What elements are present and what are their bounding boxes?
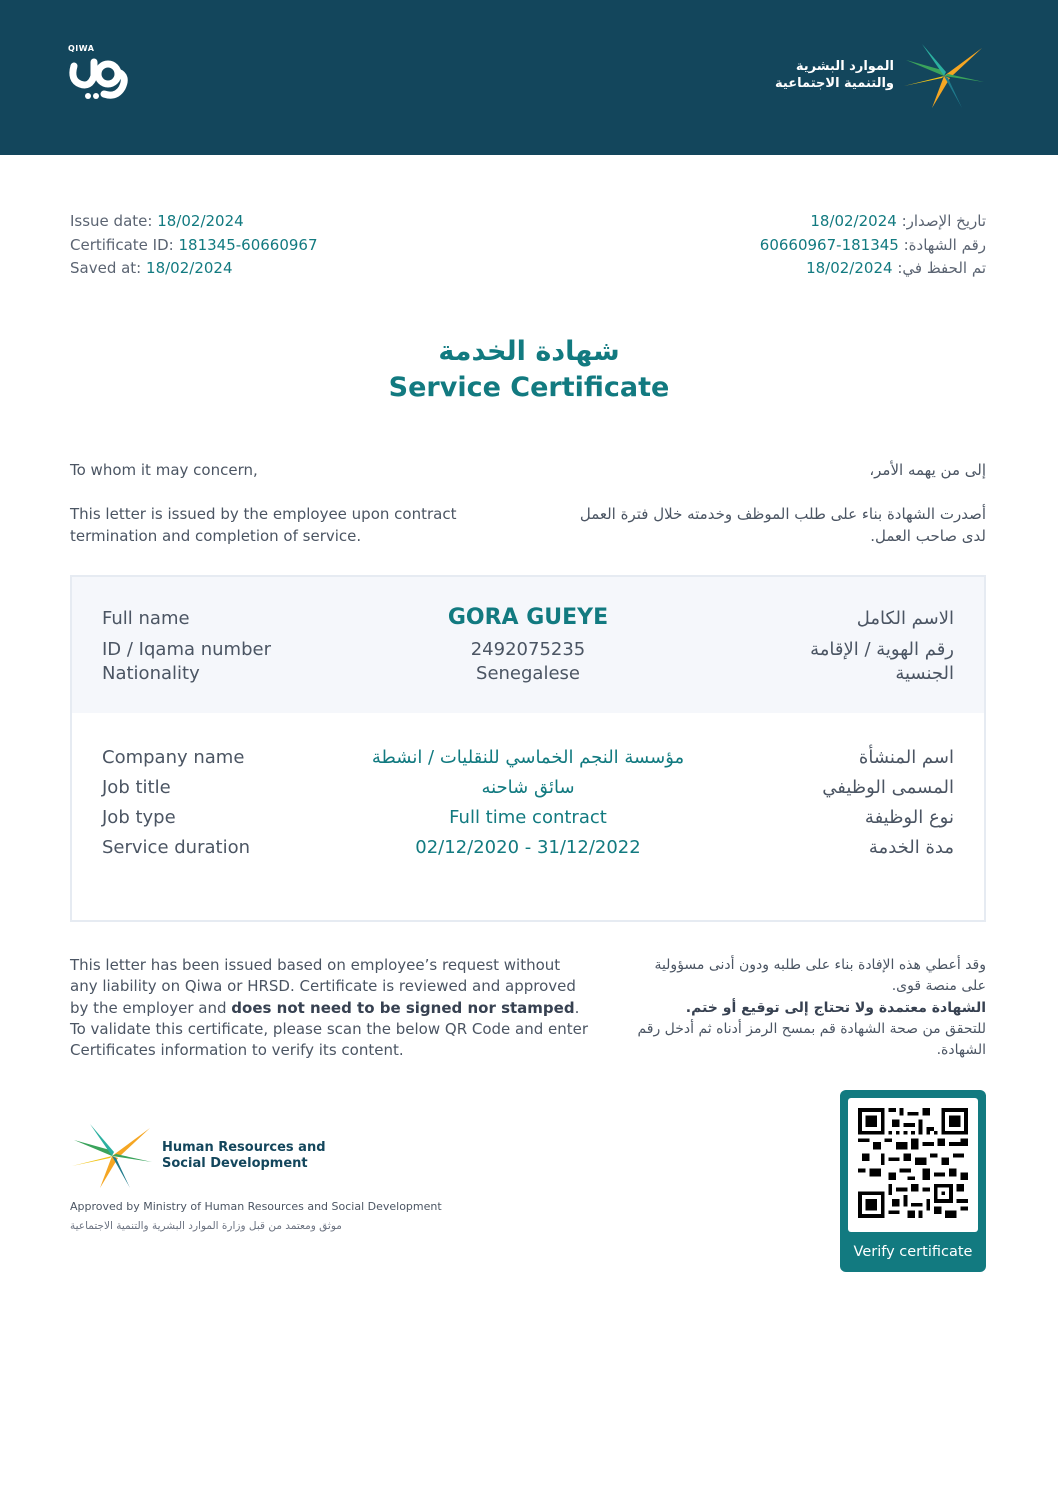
nationality-label-ar: الجنسية bbox=[895, 663, 954, 684]
full-name-label: Full name bbox=[102, 608, 190, 629]
id-value: 2492075235 bbox=[470, 639, 586, 660]
details-card bbox=[70, 575, 986, 922]
issue-date-value-ar: 18/02/2024 bbox=[810, 212, 897, 230]
full-name-row bbox=[72, 605, 984, 634]
job-title-label: Job title bbox=[102, 777, 171, 798]
qr-code[interactable] bbox=[848, 1098, 978, 1232]
saved-at-label: Saved at: bbox=[70, 259, 142, 277]
qiwa-logo[interactable] bbox=[68, 44, 138, 104]
disclaimer-english bbox=[70, 955, 590, 1061]
hrsd-logo[interactable] bbox=[70, 1122, 330, 1190]
id-label: ID / Iqama number bbox=[102, 639, 271, 660]
certificate-id-value-ar: 181345-60660967 bbox=[759, 235, 899, 254]
verify-certificate-label[interactable]: Verify certificate bbox=[853, 1244, 973, 1260]
disclaimer-english-part1: This letter has been issued based on employee’s request without any liability on Qiwa or HRSD. Certificate is reviewed and approved by the employer and bbox=[70, 956, 576, 1017]
disclaimer-english-bold: does not need to be signed nor stamped bbox=[231, 998, 575, 1017]
approved-by-arabic: موثق ومعتمد من قبل وزارة الموارد البشرية والتنمية الاجتماعية bbox=[70, 1220, 342, 1232]
service-duration-row bbox=[72, 837, 984, 863]
company-value: مؤسسة النجم الخماسي للنقليات / انشطة bbox=[371, 747, 685, 768]
saved-at-row bbox=[70, 257, 318, 281]
issue-date-row bbox=[70, 210, 318, 234]
page-title: Service Certificate bbox=[388, 372, 670, 403]
issue-date-row-ar bbox=[760, 210, 986, 234]
ministry-logo-line1: الموارد البشرية bbox=[795, 59, 894, 74]
certificate-id-label-ar: رقم الشهادة: bbox=[903, 235, 986, 254]
meta-english bbox=[70, 210, 318, 281]
job-title-row bbox=[72, 777, 984, 803]
service-duration-label: Service duration bbox=[102, 837, 250, 858]
disclaimer-arabic-part2: للتحقق من صحة الشهادة قم بمسح الرمز أدناه ثم أدخل رقم الشهادة. bbox=[637, 1020, 986, 1059]
nationality-row bbox=[72, 663, 984, 689]
verify-certificate-button[interactable] bbox=[840, 1090, 986, 1272]
job-type-value: Full time contract bbox=[449, 807, 607, 828]
disclaimer-arabic-bold: الشهادة معتمدة ولا تحتاج إلى توقيع أو ختم. bbox=[685, 999, 986, 1016]
disclaimer-english-part2: . To validate this certificate, please scan the below QR Code and enter Certificates information to verify its content. bbox=[70, 998, 589, 1060]
qiwa-brand-text: QIWA bbox=[68, 44, 95, 53]
certificate-id-label: Certificate ID: bbox=[70, 235, 174, 254]
saved-at-value: 18/02/2024 bbox=[146, 259, 233, 277]
saved-at-label-ar: تم الحفظ في: bbox=[897, 259, 986, 277]
company-label-ar: اسم المنشأة bbox=[858, 747, 954, 768]
saved-at-value-ar: 18/02/2024 bbox=[806, 259, 893, 277]
job-type-label-ar: نوع الوظيفة bbox=[864, 807, 954, 828]
hrsd-line2: Social Development bbox=[162, 1156, 308, 1171]
page-title-arabic: شهادة الخدمة bbox=[438, 336, 620, 367]
approved-by-english: Approved by Ministry of Human Resources and Social Development bbox=[70, 1200, 442, 1213]
job-title-label-ar: المسمى الوظيفي bbox=[822, 777, 954, 798]
company-row bbox=[72, 747, 984, 773]
service-duration-value: 02/12/2020 - 31/12/2022 bbox=[415, 837, 641, 858]
job-title-value: سائق شاحنه bbox=[481, 777, 575, 798]
greeting-arabic: إلى من يهمه الأمر، bbox=[869, 461, 986, 479]
ministry-logo-line2: والتنمية الاجتماعية bbox=[775, 76, 894, 91]
full-name-label-ar: الاسم الكامل bbox=[856, 608, 954, 629]
issue-date-label: Issue date: bbox=[70, 212, 153, 230]
disclaimer-arabic bbox=[626, 955, 986, 1061]
intro-english: This letter is issued by the employee upon contract termination and completion of service. bbox=[70, 505, 457, 545]
id-row bbox=[72, 639, 984, 665]
header-bar bbox=[0, 0, 1058, 155]
qr-code-icon bbox=[858, 1108, 968, 1218]
intro-arabic: أصدرت الشهادة بناء على طلب الموظف وخدمته خلال فترة العمل لدى صاحب العمل. bbox=[579, 505, 986, 545]
service-duration-label-ar: مدة الخدمة bbox=[868, 837, 954, 858]
disclaimer-arabic-part1: وقد أعطي هذه الإفادة بناء على طلبه ودون أدنى مسؤولية على منصة قوى. bbox=[654, 957, 986, 995]
certificate-id-row-ar bbox=[760, 234, 986, 258]
issue-date-label-ar: تاريخ الإصدار: bbox=[901, 212, 986, 230]
id-label-ar: رقم الهوية / الإقامة bbox=[810, 639, 954, 660]
ministry-logo[interactable] bbox=[771, 42, 986, 110]
nationality-label: Nationality bbox=[102, 663, 200, 684]
nationality-value: Senegalese bbox=[476, 663, 580, 684]
qiwa-logo-icon bbox=[68, 54, 134, 102]
ministry-star-icon bbox=[902, 42, 986, 110]
job-type-row bbox=[72, 807, 984, 833]
greeting-english: To whom it may concern, bbox=[70, 461, 258, 479]
certificate-id-row bbox=[70, 234, 318, 258]
company-label: Company name bbox=[102, 747, 245, 768]
saved-at-row-ar bbox=[760, 257, 986, 281]
issue-date-value: 18/02/2024 bbox=[157, 212, 244, 230]
certificate-id-value: 181345-60660967 bbox=[178, 235, 318, 254]
ministry-logo-text bbox=[775, 58, 894, 92]
job-type-label: Job type bbox=[102, 807, 176, 828]
hrsd-logo-text bbox=[162, 1140, 326, 1172]
hrsd-line1: Human Resources and bbox=[162, 1140, 326, 1155]
meta-arabic bbox=[760, 210, 986, 281]
hrsd-star-icon bbox=[70, 1122, 154, 1190]
full-name-value: GORA GUEYE bbox=[447, 605, 609, 630]
